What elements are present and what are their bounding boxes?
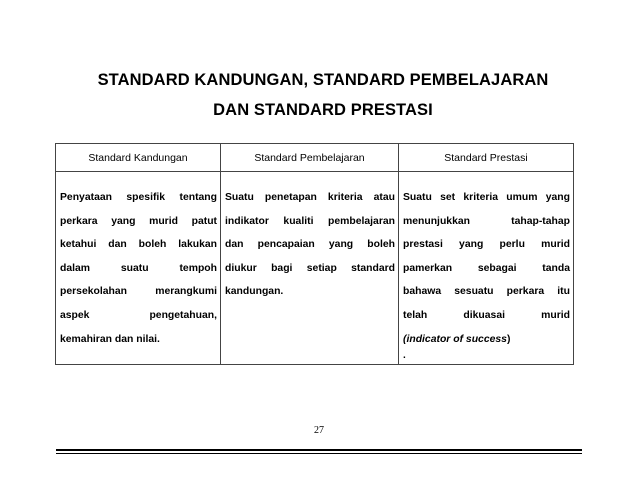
cell-standard-pembelajaran <box>221 172 399 365</box>
header-standard-prestasi: Standard Prestasi <box>399 144 574 172</box>
trailing-dot: . <box>403 350 406 362</box>
text-line: diukur bagi setiap standard <box>225 262 395 274</box>
text-line: Suatu set kriteria umum yang <box>403 192 570 203</box>
cell-standard-kandungan <box>56 172 221 365</box>
footer-rule-thin <box>56 453 582 454</box>
text-line: dan pencapaian yang boleh <box>225 239 395 251</box>
table-row <box>56 172 574 365</box>
text-line: perkara yang murid patut <box>60 215 217 227</box>
closing-parenthesis: ) <box>506 333 511 345</box>
text-line: prestasi yang perlu murid <box>403 239 570 251</box>
text-line: persekolahan merangkumi <box>60 286 217 298</box>
footer-rule-thick <box>56 449 582 451</box>
text-line-indicator <box>403 328 570 352</box>
document-title-line-2: DAN STANDARD PRESTASI <box>213 101 433 119</box>
table-header-row <box>56 144 574 172</box>
header-standard-kandungan: Standard Kandungan <box>56 144 221 172</box>
standards-table <box>55 143 574 365</box>
text-line: telah dikuasai murid <box>403 309 570 321</box>
document-title-line-1: STANDARD KANDUNGAN, STANDARD PEMBELAJARAN <box>97 71 549 89</box>
text-line: kandungan. <box>225 286 284 298</box>
text-line: Suatu penetapan kriteria atau <box>225 192 395 203</box>
indicator-of-success-text: (indicator of success <box>403 333 507 345</box>
text-line: dalam suatu tempoh <box>60 262 217 274</box>
cell-standard-prestasi <box>399 172 574 365</box>
text-line: kemahiran dan nilai. <box>60 333 160 345</box>
text-line: Penyataan spesifik tentang <box>60 192 217 203</box>
page-number: 27 <box>314 425 324 436</box>
text-line: aspek pengetahuan, <box>60 309 217 321</box>
text-line: bahawa sesuatu perkara itu <box>403 286 570 298</box>
text-line: indikator kualiti pembelajaran <box>225 215 395 227</box>
header-standard-pembelajaran: Standard Pembelajaran <box>221 144 399 172</box>
text-line: ketahui dan boleh lakukan <box>60 239 217 251</box>
text-line: menunjukkan tahap-tahap <box>403 215 570 227</box>
text-line: pamerkan sebagai tanda <box>403 262 570 274</box>
